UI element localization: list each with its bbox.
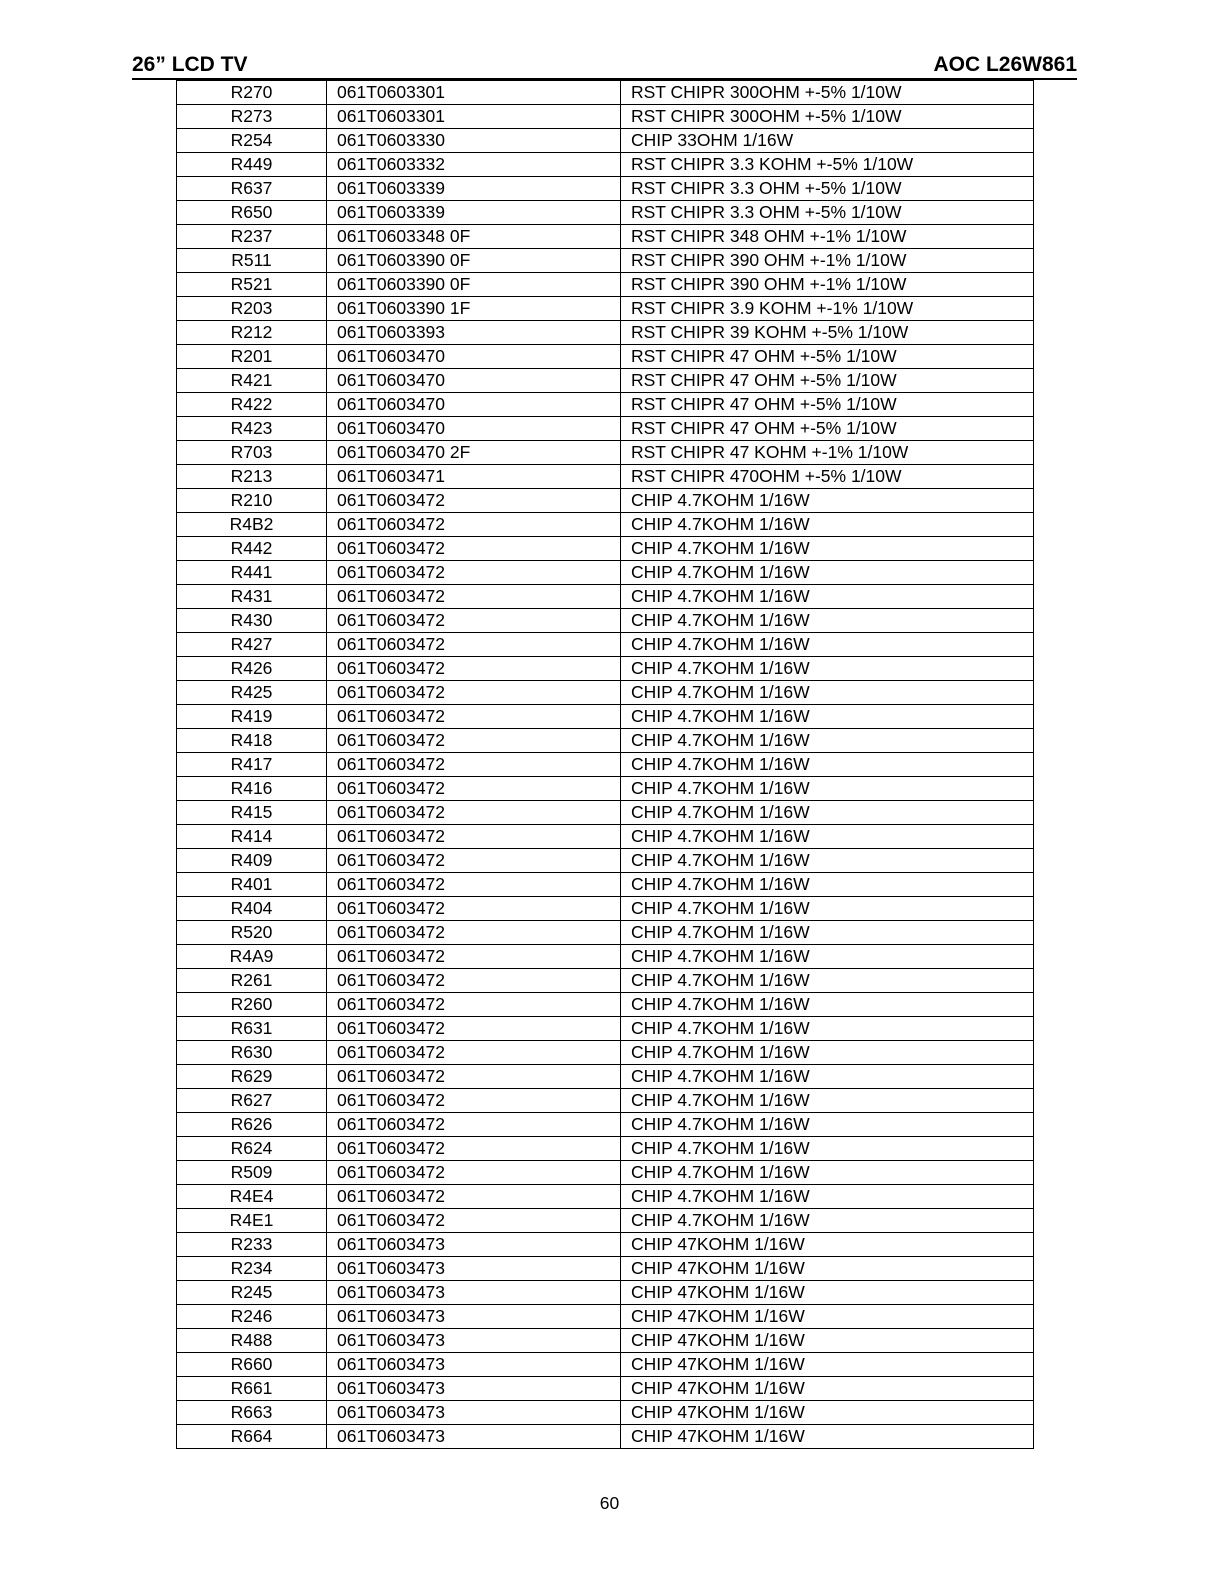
part-description: CHIP 4.7KOHM 1/16W <box>621 801 1034 825</box>
reference-designator: R417 <box>177 753 327 777</box>
part-number: 061T0603472 <box>327 657 621 681</box>
part-description: CHIP 4.7KOHM 1/16W <box>621 513 1034 537</box>
part-description: CHIP 4.7KOHM 1/16W <box>621 1137 1034 1161</box>
part-number: 061T0603472 <box>327 1017 621 1041</box>
table-row <box>177 897 1034 921</box>
part-number: 061T0603472 <box>327 1161 621 1185</box>
parts-list-body <box>177 81 1034 1449</box>
table-row <box>177 345 1034 369</box>
part-number: 061T0603470 <box>327 369 621 393</box>
table-row <box>177 1257 1034 1281</box>
part-description: RST CHIPR 47 OHM +-5% 1/10W <box>621 345 1034 369</box>
reference-designator: R520 <box>177 921 327 945</box>
part-number: 061T0603472 <box>327 777 621 801</box>
reference-designator: R423 <box>177 417 327 441</box>
part-description: RST CHIPR 47 KOHM +-1% 1/10W <box>621 441 1034 465</box>
part-description: RST CHIPR 3.3 OHM +-5% 1/10W <box>621 177 1034 201</box>
reference-designator: R404 <box>177 897 327 921</box>
part-number: 061T0603472 <box>327 1041 621 1065</box>
part-number: 061T0603332 <box>327 153 621 177</box>
reference-designator: R245 <box>177 1281 327 1305</box>
table-row <box>177 777 1034 801</box>
part-description: RST CHIPR 39 KOHM +-5% 1/10W <box>621 321 1034 345</box>
product-title: 26” LCD TV <box>132 53 248 76</box>
table-row <box>177 177 1034 201</box>
table-row <box>177 801 1034 825</box>
part-number: 061T0603470 <box>327 417 621 441</box>
table-row <box>177 1425 1034 1449</box>
part-number: 061T0603472 <box>327 825 621 849</box>
reference-designator: R4B2 <box>177 513 327 537</box>
reference-designator: R624 <box>177 1137 327 1161</box>
part-description: CHIP 4.7KOHM 1/16W <box>621 561 1034 585</box>
part-description: CHIP 47KOHM 1/16W <box>621 1305 1034 1329</box>
reference-designator: R430 <box>177 609 327 633</box>
reference-designator: R260 <box>177 993 327 1017</box>
part-number: 061T0603472 <box>327 1113 621 1137</box>
table-row <box>177 1041 1034 1065</box>
table-row <box>177 81 1034 105</box>
table-row <box>177 537 1034 561</box>
part-description: CHIP 47KOHM 1/16W <box>621 1257 1034 1281</box>
table-row <box>177 1089 1034 1113</box>
table-row <box>177 753 1034 777</box>
table-row <box>177 297 1034 321</box>
table-row <box>177 1161 1034 1185</box>
page-header <box>132 52 1077 80</box>
table-row <box>177 1209 1034 1233</box>
reference-designator: R419 <box>177 705 327 729</box>
part-description: CHIP 47KOHM 1/16W <box>621 1353 1034 1377</box>
part-number: 061T0603472 <box>327 537 621 561</box>
part-description: CHIP 47KOHM 1/16W <box>621 1329 1034 1353</box>
reference-designator: R511 <box>177 249 327 273</box>
reference-designator: R509 <box>177 1161 327 1185</box>
part-description: RST CHIPR 3.3 OHM +-5% 1/10W <box>621 201 1034 225</box>
part-number: 061T0603473 <box>327 1377 621 1401</box>
part-description: RST CHIPR 390 OHM +-1% 1/10W <box>621 273 1034 297</box>
part-description: CHIP 4.7KOHM 1/16W <box>621 921 1034 945</box>
table-row <box>177 657 1034 681</box>
table-row <box>177 393 1034 417</box>
part-number: 061T0603472 <box>327 921 621 945</box>
reference-designator: R661 <box>177 1377 327 1401</box>
table-row <box>177 273 1034 297</box>
part-number: 061T0603390 0F <box>327 273 621 297</box>
part-description: CHIP 4.7KOHM 1/16W <box>621 1209 1034 1233</box>
part-description: RST CHIPR 470OHM +-5% 1/10W <box>621 465 1034 489</box>
part-description: CHIP 4.7KOHM 1/16W <box>621 849 1034 873</box>
reference-designator: R664 <box>177 1425 327 1449</box>
part-number: 061T0603470 2F <box>327 441 621 465</box>
part-number: 061T0603472 <box>327 1137 621 1161</box>
reference-designator: R246 <box>177 1305 327 1329</box>
part-description: CHIP 47KOHM 1/16W <box>621 1401 1034 1425</box>
reference-designator: R203 <box>177 297 327 321</box>
table-row <box>177 969 1034 993</box>
table-row <box>177 369 1034 393</box>
reference-designator: R427 <box>177 633 327 657</box>
part-number: 061T0603472 <box>327 1185 621 1209</box>
reference-designator: R212 <box>177 321 327 345</box>
table-row <box>177 1401 1034 1425</box>
table-row <box>177 153 1034 177</box>
part-description: RST CHIPR 47 OHM +-5% 1/10W <box>621 393 1034 417</box>
reference-designator: R631 <box>177 1017 327 1041</box>
table-row <box>177 1305 1034 1329</box>
part-description: CHIP 47KOHM 1/16W <box>621 1425 1034 1449</box>
table-row <box>177 825 1034 849</box>
part-description: CHIP 4.7KOHM 1/16W <box>621 489 1034 513</box>
reference-designator: R237 <box>177 225 327 249</box>
part-description: CHIP 4.7KOHM 1/16W <box>621 1041 1034 1065</box>
part-number: 061T0603473 <box>327 1233 621 1257</box>
reference-designator: R521 <box>177 273 327 297</box>
part-number: 061T0603390 0F <box>327 249 621 273</box>
part-number: 061T0603472 <box>327 993 621 1017</box>
reference-designator: R415 <box>177 801 327 825</box>
part-number: 061T0603472 <box>327 801 621 825</box>
part-number: 061T0603472 <box>327 1089 621 1113</box>
reference-designator: R270 <box>177 81 327 105</box>
reference-designator: R273 <box>177 105 327 129</box>
table-row <box>177 1233 1034 1257</box>
part-number: 061T0603393 <box>327 321 621 345</box>
part-description: CHIP 4.7KOHM 1/16W <box>621 897 1034 921</box>
part-number: 061T0603472 <box>327 729 621 753</box>
reference-designator: R416 <box>177 777 327 801</box>
reference-designator: R422 <box>177 393 327 417</box>
part-description: CHIP 4.7KOHM 1/16W <box>621 969 1034 993</box>
part-number: 061T0603472 <box>327 633 621 657</box>
part-description: CHIP 4.7KOHM 1/16W <box>621 873 1034 897</box>
part-number: 061T0603470 <box>327 345 621 369</box>
reference-designator: R425 <box>177 681 327 705</box>
table-row <box>177 1137 1034 1161</box>
table-row <box>177 585 1034 609</box>
part-description: RST CHIPR 3.3 KOHM +-5% 1/10W <box>621 153 1034 177</box>
table-row <box>177 993 1034 1017</box>
reference-designator: R201 <box>177 345 327 369</box>
table-row <box>177 1017 1034 1041</box>
part-description: CHIP 4.7KOHM 1/16W <box>621 1185 1034 1209</box>
part-description: CHIP 4.7KOHM 1/16W <box>621 1113 1034 1137</box>
part-number: 061T0603472 <box>327 873 621 897</box>
reference-designator: R4A9 <box>177 945 327 969</box>
reference-designator: R449 <box>177 153 327 177</box>
part-description: RST CHIPR 390 OHM +-1% 1/10W <box>621 249 1034 273</box>
part-description: CHIP 4.7KOHM 1/16W <box>621 1065 1034 1089</box>
table-row <box>177 633 1034 657</box>
part-number: 061T0603473 <box>327 1401 621 1425</box>
part-number: 061T0603470 <box>327 393 621 417</box>
part-description: CHIP 4.7KOHM 1/16W <box>621 705 1034 729</box>
part-description: CHIP 4.7KOHM 1/16W <box>621 993 1034 1017</box>
table-row <box>177 201 1034 225</box>
reference-designator: R637 <box>177 177 327 201</box>
part-number: 061T0603472 <box>327 489 621 513</box>
part-description: CHIP 4.7KOHM 1/16W <box>621 609 1034 633</box>
part-description: RST CHIPR 47 OHM +-5% 1/10W <box>621 369 1034 393</box>
reference-designator: R213 <box>177 465 327 489</box>
reference-designator: R418 <box>177 729 327 753</box>
page-number: 60 <box>599 1493 620 1513</box>
table-row <box>177 489 1034 513</box>
table-row <box>177 249 1034 273</box>
part-description: CHIP 47KOHM 1/16W <box>621 1233 1034 1257</box>
part-number: 061T0603472 <box>327 945 621 969</box>
part-number: 061T0603472 <box>327 897 621 921</box>
table-row <box>177 105 1034 129</box>
part-description: CHIP 4.7KOHM 1/16W <box>621 681 1034 705</box>
part-number: 061T0603473 <box>327 1305 621 1329</box>
part-number: 061T0603472 <box>327 705 621 729</box>
table-row <box>177 681 1034 705</box>
reference-designator: R210 <box>177 489 327 513</box>
part-number: 061T0603473 <box>327 1353 621 1377</box>
reference-designator: R629 <box>177 1065 327 1089</box>
part-number: 061T0603472 <box>327 681 621 705</box>
part-number: 061T0603301 <box>327 105 621 129</box>
part-number: 061T0603473 <box>327 1329 621 1353</box>
reference-designator: R4E4 <box>177 1185 327 1209</box>
part-description: CHIP 4.7KOHM 1/16W <box>621 825 1034 849</box>
part-description: CHIP 4.7KOHM 1/16W <box>621 777 1034 801</box>
part-number: 061T0603301 <box>327 81 621 105</box>
part-description: RST CHIPR 47 OHM +-5% 1/10W <box>621 417 1034 441</box>
part-description: CHIP 4.7KOHM 1/16W <box>621 1161 1034 1185</box>
reference-designator: R233 <box>177 1233 327 1257</box>
table-row <box>177 921 1034 945</box>
part-number: 061T0603472 <box>327 1209 621 1233</box>
reference-designator: R426 <box>177 657 327 681</box>
table-row <box>177 441 1034 465</box>
part-description: CHIP 33OHM 1/16W <box>621 129 1034 153</box>
table-row <box>177 609 1034 633</box>
reference-designator: R4E1 <box>177 1209 327 1233</box>
table-row <box>177 849 1034 873</box>
part-number: 061T0603472 <box>327 969 621 993</box>
part-description: CHIP 4.7KOHM 1/16W <box>621 633 1034 657</box>
part-number: 061T0603339 <box>327 201 621 225</box>
part-number: 061T0603390 1F <box>327 297 621 321</box>
part-number: 061T0603472 <box>327 609 621 633</box>
table-row <box>177 1377 1034 1401</box>
table-row <box>177 1353 1034 1377</box>
reference-designator: R626 <box>177 1113 327 1137</box>
table-row <box>177 729 1034 753</box>
part-description: CHIP 4.7KOHM 1/16W <box>621 1017 1034 1041</box>
part-number: 061T0603473 <box>327 1425 621 1449</box>
part-description: RST CHIPR 348 OHM +-1% 1/10W <box>621 225 1034 249</box>
table-row <box>177 417 1034 441</box>
reference-designator: R409 <box>177 849 327 873</box>
part-number: 061T0603330 <box>327 129 621 153</box>
table-row <box>177 129 1034 153</box>
table-row <box>177 561 1034 585</box>
table-row <box>177 1329 1034 1353</box>
part-number: 061T0603348 0F <box>327 225 621 249</box>
part-description: CHIP 47KOHM 1/16W <box>621 1281 1034 1305</box>
table-row <box>177 1065 1034 1089</box>
part-description: CHIP 4.7KOHM 1/16W <box>621 657 1034 681</box>
reference-designator: R630 <box>177 1041 327 1065</box>
part-description: CHIP 4.7KOHM 1/16W <box>621 1089 1034 1113</box>
part-number: 061T0603472 <box>327 513 621 537</box>
part-number: 061T0603472 <box>327 585 621 609</box>
part-description: CHIP 47KOHM 1/16W <box>621 1377 1034 1401</box>
reference-designator: R663 <box>177 1401 327 1425</box>
table-row <box>177 465 1034 489</box>
table-row <box>177 1113 1034 1137</box>
part-number: 061T0603339 <box>327 177 621 201</box>
part-description: RST CHIPR 300OHM +-5% 1/10W <box>621 81 1034 105</box>
reference-designator: R442 <box>177 537 327 561</box>
reference-designator: R431 <box>177 585 327 609</box>
reference-designator: R261 <box>177 969 327 993</box>
parts-list-table <box>176 80 1034 1449</box>
reference-designator: R441 <box>177 561 327 585</box>
reference-designator: R401 <box>177 873 327 897</box>
reference-designator: R254 <box>177 129 327 153</box>
part-number: 061T0603472 <box>327 753 621 777</box>
part-description: RST CHIPR 3.9 KOHM +-1% 1/10W <box>621 297 1034 321</box>
reference-designator: R660 <box>177 1353 327 1377</box>
part-description: CHIP 4.7KOHM 1/16W <box>621 729 1034 753</box>
table-row <box>177 945 1034 969</box>
table-row <box>177 225 1034 249</box>
part-number: 061T0603473 <box>327 1257 621 1281</box>
part-description: CHIP 4.7KOHM 1/16W <box>621 537 1034 561</box>
table-row <box>177 513 1034 537</box>
reference-designator: R703 <box>177 441 327 465</box>
part-number: 061T0603471 <box>327 465 621 489</box>
part-description: CHIP 4.7KOHM 1/16W <box>621 585 1034 609</box>
part-number: 061T0603472 <box>327 561 621 585</box>
reference-designator: R488 <box>177 1329 327 1353</box>
part-number: 061T0603473 <box>327 1281 621 1305</box>
reference-designator: R414 <box>177 825 327 849</box>
part-description: CHIP 4.7KOHM 1/16W <box>621 945 1034 969</box>
reference-designator: R421 <box>177 369 327 393</box>
table-row <box>177 873 1034 897</box>
part-description: CHIP 4.7KOHM 1/16W <box>621 753 1034 777</box>
table-row <box>177 1185 1034 1209</box>
model-title: AOC L26W861 <box>933 53 1077 76</box>
part-number: 061T0603472 <box>327 849 621 873</box>
reference-designator: R627 <box>177 1089 327 1113</box>
table-row <box>177 1281 1034 1305</box>
table-row <box>177 705 1034 729</box>
reference-designator: R234 <box>177 1257 327 1281</box>
reference-designator: R650 <box>177 201 327 225</box>
part-description: RST CHIPR 300OHM +-5% 1/10W <box>621 105 1034 129</box>
table-row <box>177 321 1034 345</box>
part-number: 061T0603472 <box>327 1065 621 1089</box>
